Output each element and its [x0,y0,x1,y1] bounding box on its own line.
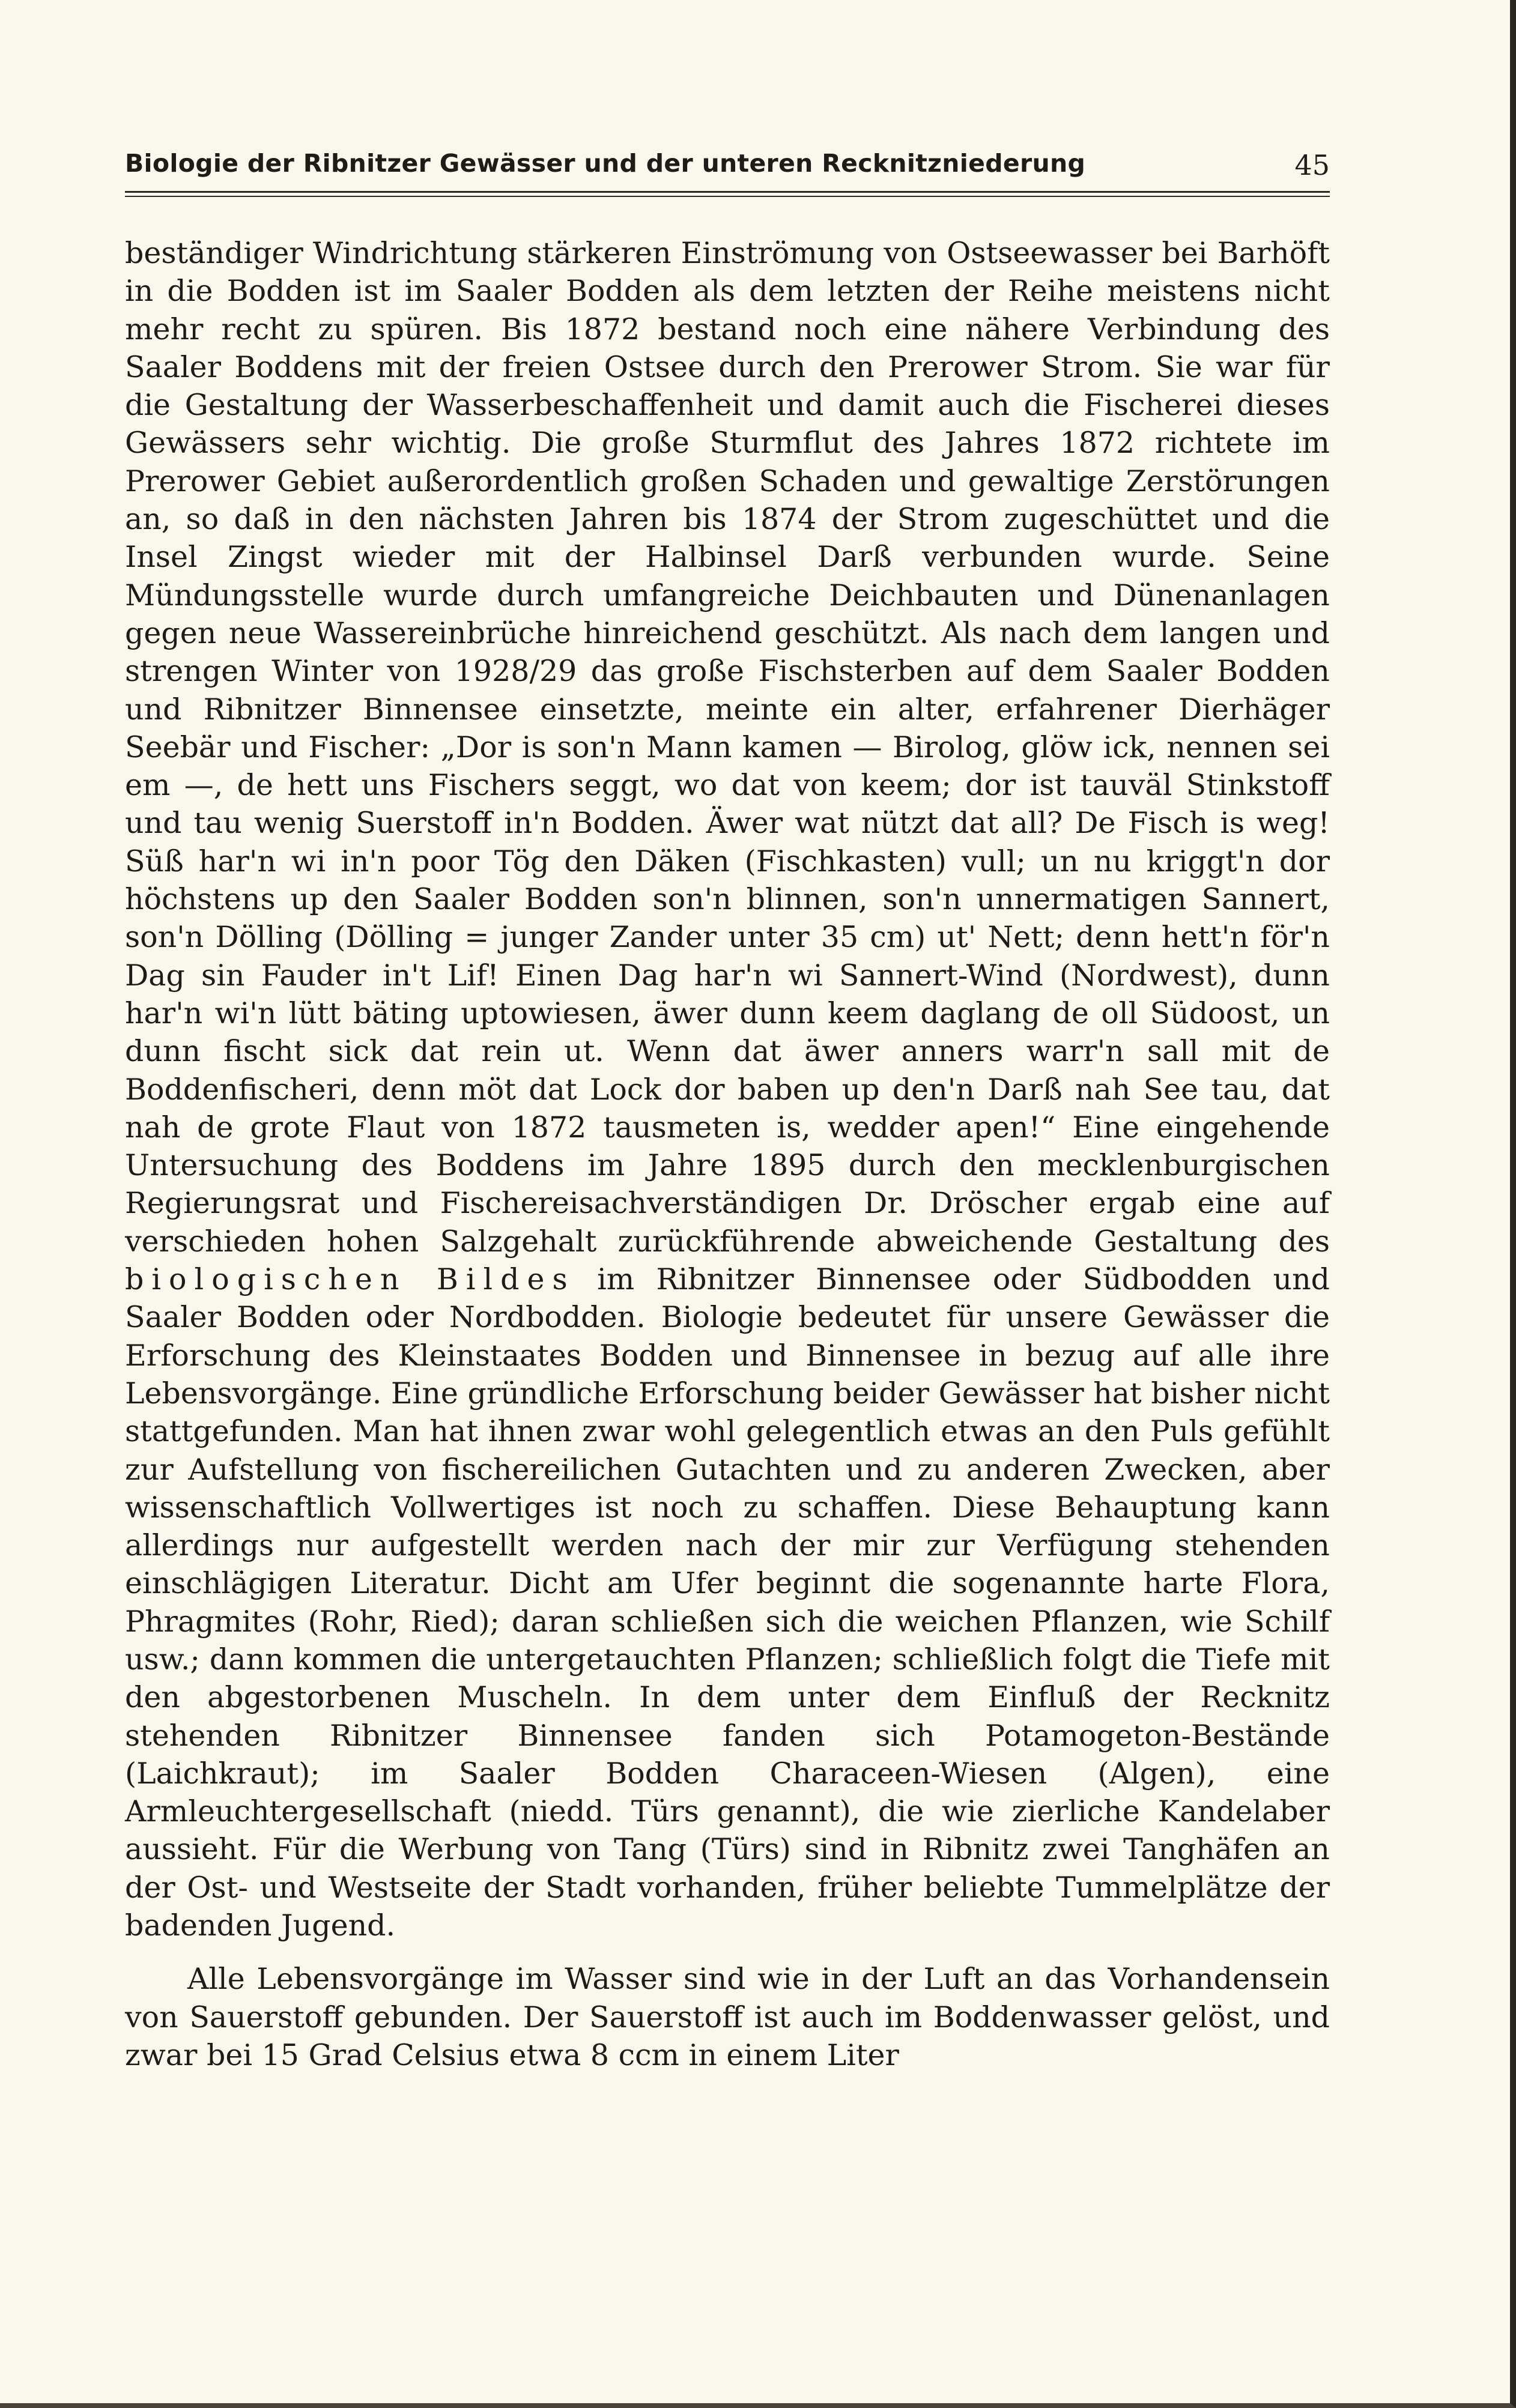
body-text [125,234,1330,2074]
running-title: Biologie der Ribnitzer Gewässer und der unteren Recknitzniederung [125,149,1086,178]
paragraph-1-text-a: beständiger Windrichtung stärkeren Einströmung von Ostseewasser bei Barhöft in die Bodden ist im Saaler Bodden als dem letzten der Reihe meistens nicht mehr recht zu spüren. Bis 1872 bestand noch eine nähere Verbindung des Saaler Boddens mit der freien Ostsee durch den Prerower Strom. Sie war für die Gestaltung der Wasserbeschaffenheit und damit auch die Fischerei dieses Gewässers sehr wichtig. Die große Sturmflut des Jahres 1872 richtete im Prerower Gebiet außerordentlich großen Schaden und gewaltige Zerstörungen an, so daß in den nächsten Jahren bis 1874 der Strom zugeschüttet und die Insel Zingst wieder mit der Halbinsel Darß verbunden wurde. Seine Mündungsstelle wurde durch umfangreiche Deichbauten und Dünenanlagen gegen neue Wassereinbrüche hinreichend geschützt. Als nach dem langen und strengen Winter von 1928/29 das große Fischsterben auf dem Saaler Bodden und Ribnitzer Binnensee einsetzte, meinte ein alter, erfahrener Dierhäger Seebär und Fischer: „Dor is son'n Mann kamen — Birolog, glöw ick, nennen sei em —, de hett uns Fischers seggt, wo dat von keem; dor ist tauväl Stinkstoff und tau wenig Suerstoff in'n Bodden. Äwer wat nützt dat all? De Fisch is weg! Süß har'n wi in'n poor Tög den Däken (Fischkasten) vull; un nu kriggt'n dor höchstens up den Saaler Bodden son'n blinnen, son'n unnermatigen Sannert, son'n Dölling (Dölling = junger Zander unter 35 cm) ut' Nett; denn hett'n för'n Dag sin Fauder in't Lif! Einen Dag har'n wi Sannert-Wind (Nordwest), dunn har'n wi'n lütt bäting uptowiesen, äwer dunn keem daglang de oll Südoost, un dunn fischt sick dat rein ut. Wenn dat äwer anners warr'n sall mit de Boddenfischeri, denn möt dat Lock dor baben up den'n Darß nah See tau, dat nah de grote Flaut von 1872 tausmeten is, wedder apen!“ Eine eingehende Untersuchung des Boddens im Jahre 1895 durch den mecklenburgischen Regierungsrat und Fischereisachverständigen Dr. Dröscher ergab eine auf verschieden hohen Salzgehalt zurückführende abweichende Gestaltung des [125,236,1330,1259]
header-rule-thin [125,196,1330,197]
page-header [125,149,1330,197]
paragraph-1 [125,234,1330,1944]
paragraph-2: Alle Lebensvorgänge im Wasser sind wie in der Luft an das Vorhandensein von Sauerstoff gebunden. Der Sauerstoff ist auch im Boddenwasser gelöst, und zwar bei 15 Grad Celsius etwa 8 ccm in einem Liter [125,1962,1330,2072]
header-rule-thick [125,191,1330,193]
spaced-emphasis: biologischen Bildes [125,1262,575,1297]
paragraph-1-text-b: im Ribnitzer Binnensee oder Südbodden und Saaler Bodden oder Nordbodden. Biologie bedeutet für unsere Gewässer die Erforschung des Kleinstaates Bodden und Binnensee in bezug auf alle ihre Lebensvorgänge. Eine gründliche Erforschung beider Gewässer hat bisher nicht stattgefunden. Man hat ihnen zwar wohl gelegentlich etwas an den Puls gefühlt zur Aufstellung von fischereilichen Gutachten und zu anderen Zwecken, aber wissenschaftlich Vollwertiges ist noch zu schaffen. Diese Behauptung kann allerdings nur aufgestellt werden nach der mir zur Verfügung stehenden einschlägigen Literatur. Dicht am Ufer beginnt die sogenannte harte Flora, Phragmites (Rohr, Ried); daran schließen sich die weichen Pflanzen, wie Schilf usw.; dann kommen die untergetauchten Pflanzen; schließlich folgt die Tiefe mit den abgestorbenen Muscheln. In dem unter dem Einfluß der Recknitz stehenden Ribnitzer Binnensee fanden sich Potamogeton-Bestände (Laichkraut); im Saaler Bodden Characeen-Wiesen (Algen), eine Armleuchtergesellschaft (niedd. Türs genannt), die wie zierliche Kandelaber aussieht. Für die Werbung von Tang (Türs) sind in Ribnitz zwei Tanghäfen an der Ost- und Westseite der Stadt vorhanden, früher beliebte Tummelplätze der badenden Jugend. [125,1262,1330,1943]
page-number: 45 [1294,149,1330,181]
